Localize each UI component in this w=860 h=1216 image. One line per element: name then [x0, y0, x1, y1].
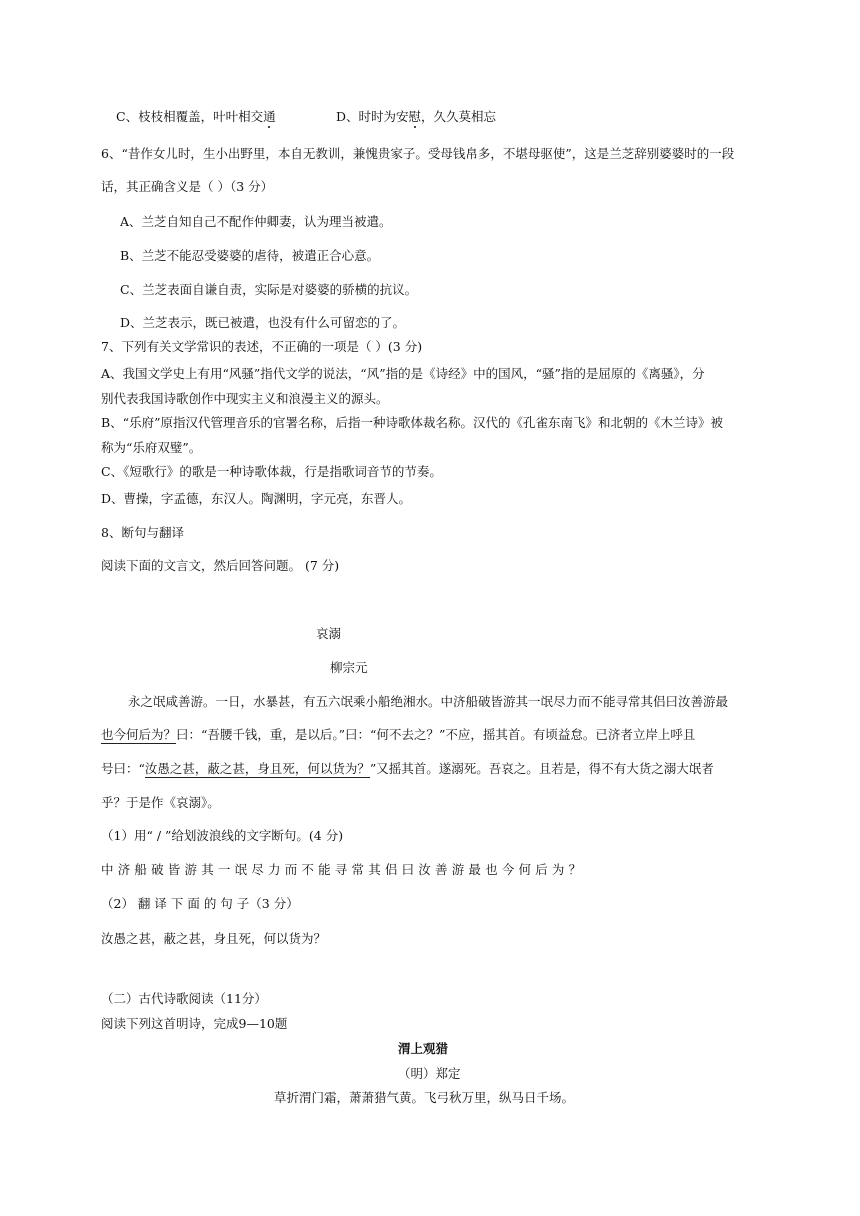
sub2-label: （2） 翻 译 下 面 的 句 子（3 分）: [101, 896, 299, 911]
passage-line3: [101, 760, 714, 778]
q7-stem: 7、下列有关文学常识的表述，不正确的一项是（ ）(3 分): [101, 339, 423, 354]
q8-instruction: 阅读下面的文言文，然后回答问题。 (7 分): [101, 558, 340, 573]
q6-stem-line2: 话，其正确含义是（ ）（3 分）: [101, 179, 274, 194]
poetry-section-heading: （二）古代诗歌阅读（11分）: [101, 991, 267, 1006]
q7-option-c: C、《短歌行》的歌是一种诗歌体裁，行是指歌词音节的节奏。: [101, 464, 442, 479]
q5-option-c: C、枝枝相覆盖，叶叶相交通: [116, 109, 276, 124]
q5-option-d: D、时时为安慰，久久莫相忘: [336, 109, 497, 124]
passage-line3-pre: 号曰：“: [101, 761, 145, 776]
q7-option-b-line1: B、“乐府”原指汉代管理音乐的官署名称，后指一种诗歌体裁名称。汉代的《孔雀东南飞》和北朝的《木兰诗》被: [101, 415, 723, 430]
q6-option-b: B、兰芝不能忍受婆婆的虐待，被遣正合心意。: [120, 248, 380, 263]
passage-title: 哀溺: [316, 626, 342, 641]
passage-line3-post: ”又摇其首。遂溺死。吾哀之。且若是，得不有大货之溺大氓者: [369, 761, 714, 776]
sub1-label: （1）用“ / ”给划波浪线的文字断句。(4 分): [101, 828, 344, 843]
sub1-text: 中济船破皆游其一氓尽力而不能寻常其侣曰汝善游最也今何后为？: [101, 862, 586, 877]
q6-stem-line1: 6、“昔作女儿时，生小出野里，本自无教训，兼愧贵家子。受母钱帛多，不堪母驱使”，这是兰芝辞别婆婆时的一段: [101, 146, 735, 161]
passage-underlined-sentence: 汝愚之甚，蔽之甚，身且死，何以货为？: [144, 761, 370, 776]
passage-author: 柳宗元: [330, 660, 368, 675]
q6-option-c: C、兰芝表面自谦自责，实际是对婆婆的骄横的抗议。: [120, 282, 418, 297]
poetry-instruction: 阅读下列这首明诗，完成9—10题: [101, 1016, 288, 1031]
q6-option-a: A、兰芝自知自己不配作仲卿妻，认为理当被遣。: [120, 214, 392, 229]
q6-option-d: D、兰芝表示，既已被遣，也没有什么可留恋的了。: [120, 315, 406, 330]
q7-option-a-line2: 别代表我国诗歌创作中现实主义和浪漫主义的源头。: [101, 391, 389, 406]
sub2-text: 汝愚之甚，蔽之甚，身且死，何以货为？: [101, 931, 327, 946]
q7-option-a-line1: A、我国文学史上有用“风骚”指代文学的说法，“风”指的是《诗经》中的国风，“骚”指的是屈原的《离骚》，分: [101, 366, 705, 381]
passage-line1: 永之氓咸善游。一日，水暴甚，有五六氓乘小船绝湘水。中济船破皆游其一氓尽力而不能寻常其侣曰汝善游最: [128, 694, 729, 709]
passage-wavy-segment: 也今何后为？: [101, 727, 177, 742]
passage-line2-rest: 曰：“吾腰千钱，重，是以后。”曰：“何不去之？”不应，摇其首。有顷益怠。已济者立岸上呼且: [176, 727, 696, 742]
poem-author: （明）郑定: [398, 1066, 461, 1081]
q7-option-d: D、曹操，字孟德，东汉人。陶渊明，字元亮，东晋人。: [101, 491, 412, 506]
passage-line4: 乎？于是作《哀溺》。: [101, 795, 220, 810]
q8-heading: 8、断句与翻译: [101, 525, 184, 540]
poem-line1: 草折渭门霜，萧萧猎气黄。飞弓秋万里，纵马日千场。: [274, 1090, 575, 1105]
passage-line2: [101, 726, 695, 744]
q7-option-b-line2: 称为“乐府双璧”。: [101, 440, 202, 455]
poem-title: 渭上观猎: [398, 1041, 449, 1056]
